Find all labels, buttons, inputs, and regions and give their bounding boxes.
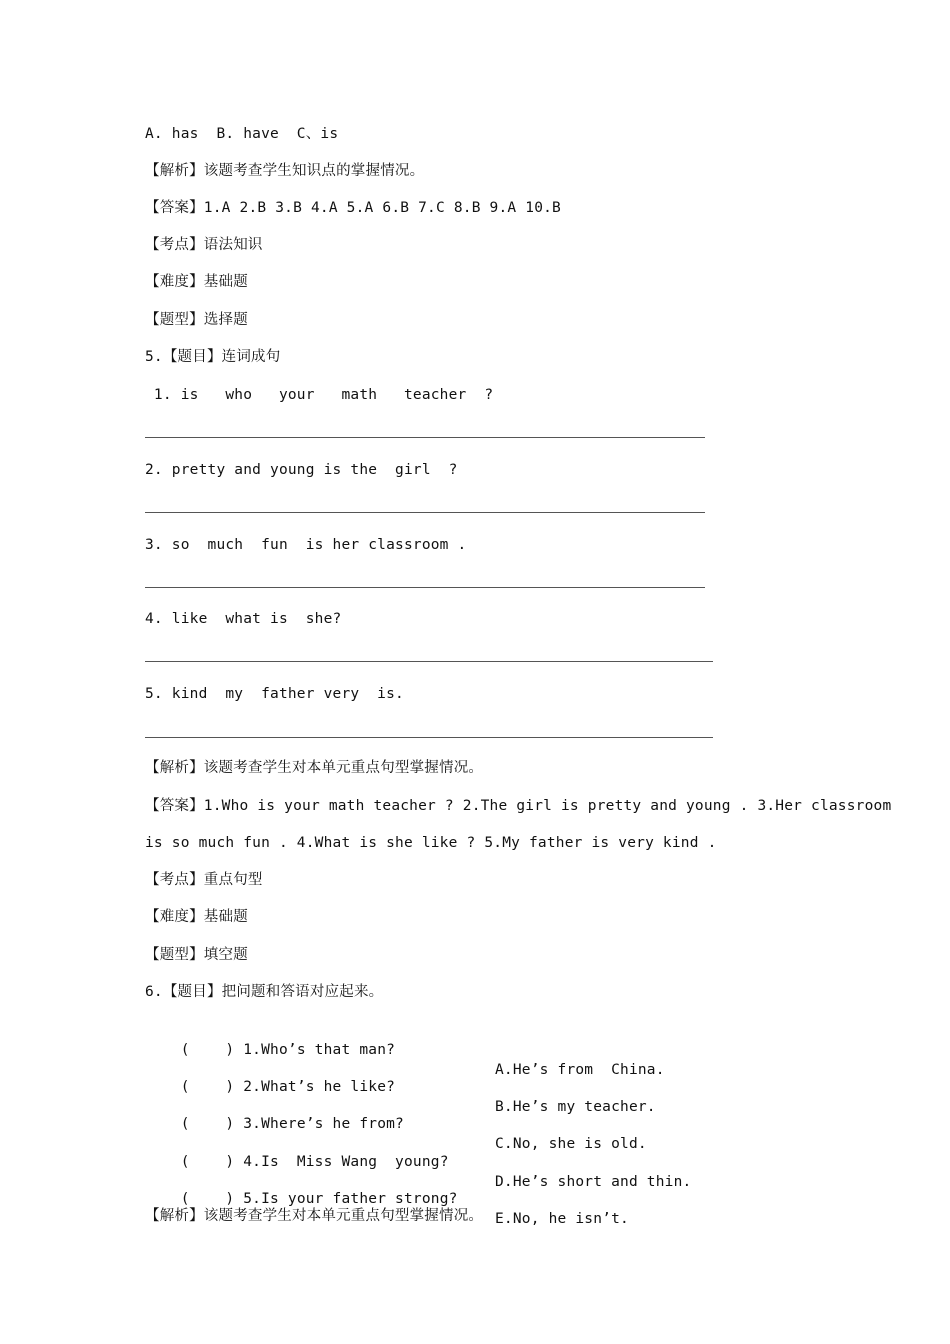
q6-title: 6.【题目】把问题和答语对应起来。 bbox=[145, 984, 384, 1000]
q4-options: A. has B. have C、is bbox=[145, 126, 339, 142]
q6-analysis: 【解析】该题考查学生对本单元重点句型掌握情况。 bbox=[145, 1208, 484, 1224]
answer-line-3 bbox=[145, 587, 705, 588]
q5-point: 【考点】重点句型 bbox=[145, 872, 263, 888]
answer-line-5 bbox=[145, 737, 713, 738]
q4-analysis: 【解析】该题考查学生知识点的掌握情况。 bbox=[145, 163, 425, 179]
q6-option: D.He’s short and thin. bbox=[495, 1174, 692, 1190]
q5-answer-line1: 【答案】1.Who is your math teacher ? 2.The girl is pretty and young . 3.Her classroom bbox=[145, 798, 892, 814]
answer-line-1 bbox=[145, 437, 705, 438]
q6-option: E.No, he isn’t. bbox=[495, 1211, 629, 1227]
q6-option: B.He’s my teacher. bbox=[495, 1099, 656, 1115]
q6-question: ( ) 4.Is Miss Wang young? bbox=[180, 1154, 449, 1170]
q5-item-3: 3. so much fun is her classroom . bbox=[145, 537, 467, 553]
q5-title: 5.【题目】连词成句 bbox=[145, 349, 281, 365]
q4-answer: 【答案】1.A 2.B 3.B 4.A 5.A 6.B 7.C 8.B 9.A 10.B bbox=[145, 200, 561, 216]
q4-point: 【考点】语法知识 bbox=[145, 237, 263, 253]
answer-line-2 bbox=[145, 512, 705, 513]
q5-answer-line2: is so much fun . 4.What is she like ? 5.My father is very kind . bbox=[145, 835, 717, 851]
q5-analysis: 【解析】该题考查学生对本单元重点句型掌握情况。 bbox=[145, 760, 484, 776]
q4-difficulty: 【难度】基础题 bbox=[145, 274, 248, 290]
q4-type: 【题型】选择题 bbox=[145, 312, 248, 328]
answer-line-4 bbox=[145, 661, 713, 662]
q6-option: A.He’s from China. bbox=[495, 1062, 665, 1078]
q6-question: ( ) 5.Is your father strong? bbox=[180, 1191, 458, 1207]
q6-option: C.No, she is old. bbox=[495, 1136, 647, 1152]
q5-item-4: 4. like what is she? bbox=[145, 611, 342, 627]
q5-difficulty: 【难度】基础题 bbox=[145, 909, 248, 925]
q6-question: ( ) 1.Who’s that man? bbox=[180, 1042, 396, 1058]
q6-row bbox=[145, 1020, 665, 1078]
q5-type: 【题型】填空题 bbox=[145, 947, 248, 963]
q5-item-5: 5. kind my father very is. bbox=[145, 686, 404, 702]
q5-item-2: 2. pretty and young is the girl ? bbox=[145, 462, 458, 478]
q6-question: ( ) 2.What’s he like? bbox=[180, 1079, 396, 1095]
q5-item-1: 1. is who your math teacher ? bbox=[145, 387, 494, 403]
q6-question: ( ) 3.Where’s he from? bbox=[180, 1116, 404, 1132]
